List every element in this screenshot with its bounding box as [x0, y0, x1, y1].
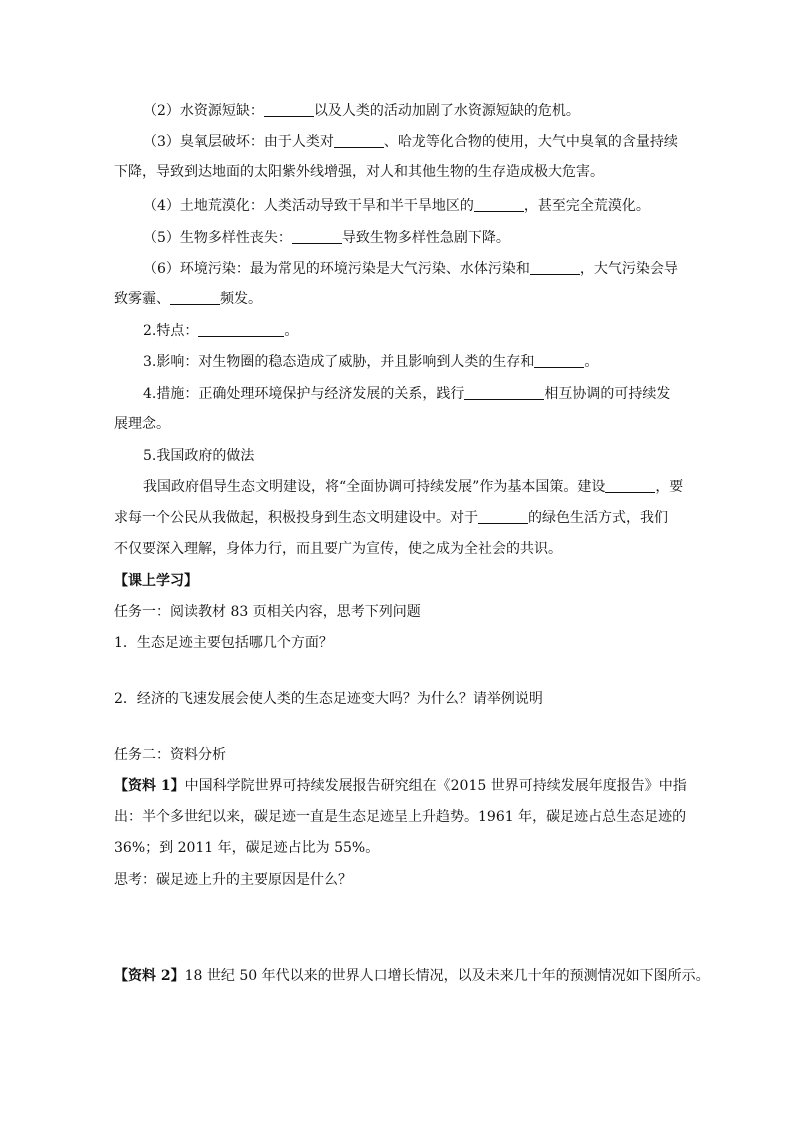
gov-section-title: 5.我国政府的做法 [143, 448, 255, 464]
answer-blank[interactable] [530, 260, 580, 275]
task1-title: 任务一：阅读教材 83 页相关内容，思考下列问题 [114, 604, 421, 620]
material-1-line1: 【资料 1】中国科学院世界可持续发展报告研究组在《2015 世界可持续发展年度报告》中指 [114, 778, 687, 794]
item-desertification: （4）土地荒漠化：人类活动导致干旱和半干旱地区的 ，甚至完全荒漠化。 [143, 198, 650, 214]
answer-blank[interactable] [292, 229, 342, 244]
think-question: 思考：碳足迹上升的主要原因是什么？ [114, 872, 352, 888]
answer-blank[interactable] [478, 509, 528, 524]
answer-blank[interactable] [605, 478, 655, 493]
material-1-line3: 36%；到 2011 年，碳足迹占比为 55%。 [114, 840, 380, 856]
item-ozone-line2: 下降，导致到达地面的太阳紫外线增强，对人和其他生物的生存造成极大危害。 [114, 164, 604, 180]
item-measure-line2: 展理念。 [114, 416, 170, 432]
material-2-line: 【资料 2】18 世纪 50 年代以来的世界人口增长情况，以及未来几十年的预测情况如下图所示。 [114, 968, 710, 984]
task2-title: 任务二：资料分析 [114, 747, 226, 763]
item-impact: 3.影响：对生物圈的稳态造成了威胁，并且影响到人类的生存和 。 [143, 354, 599, 370]
material-1-line2: 出：半个多世纪以来，碳足迹一直是生态足迹呈上升趋势。1961 年，碳足迹占总生态足迹的 [114, 809, 687, 825]
gov-paragraph-line3: 不仅要深入理解，身体力行，而且要广为宣传，使之成为全社会的共识。 [114, 541, 562, 557]
answer-blank[interactable] [170, 290, 220, 305]
item-biodiversity-loss: （5）生物多样性丧失： 导致生物多样性急剧下降。 [143, 230, 510, 246]
item-measure: 4.措施：正确处理环境保护与经济发展的关系，践行 相互协调的可持续发 [143, 386, 671, 402]
item-pollution-line2: 致雾霾、 频发。 [114, 291, 262, 307]
material-2-label: 【资料 2】 [114, 968, 185, 984]
section-title-class-learning: 【课上学习】 [114, 573, 198, 589]
item-feature: 2.特点： 。 [143, 323, 299, 339]
gov-paragraph-line1: 我国政府倡导生态文明建设，将“全面协调可持续发展”作为基本国策。建设 ，要 [143, 479, 684, 495]
task1-question-2: 2．经济的飞速发展会使人类的生态足迹变大吗？为什么？请举例说明 [114, 691, 543, 707]
gov-paragraph-line2: 求每一个公民从我做起，积极投身到生态文明建设中。对于 的绿色生活方式，我们 [114, 510, 668, 526]
answer-blank[interactable] [534, 353, 584, 368]
answer-blank[interactable] [264, 102, 314, 117]
task1-question-1: 1．生态足迹主要包括哪几个方面？ [114, 635, 333, 651]
item-pollution: （6）环境污染：最为常见的环境污染是大气污染、水体污染和 ，大气污染会导 [143, 261, 678, 277]
answer-blank[interactable] [334, 133, 384, 148]
item-water-scarcity: （2）水资源短缺： 以及人类的活动加剧了水资源短缺的危机。 [143, 103, 580, 119]
answer-blank[interactable] [464, 385, 544, 400]
answer-blank[interactable] [198, 322, 284, 337]
item-ozone-depletion: （3）臭氧层破坏：由于人类对 、哈龙等化合物的使用，大气中臭氧的含量持续 [143, 134, 678, 150]
answer-blank[interactable] [474, 197, 524, 212]
material-1-label: 【资料 1】 [114, 778, 185, 794]
